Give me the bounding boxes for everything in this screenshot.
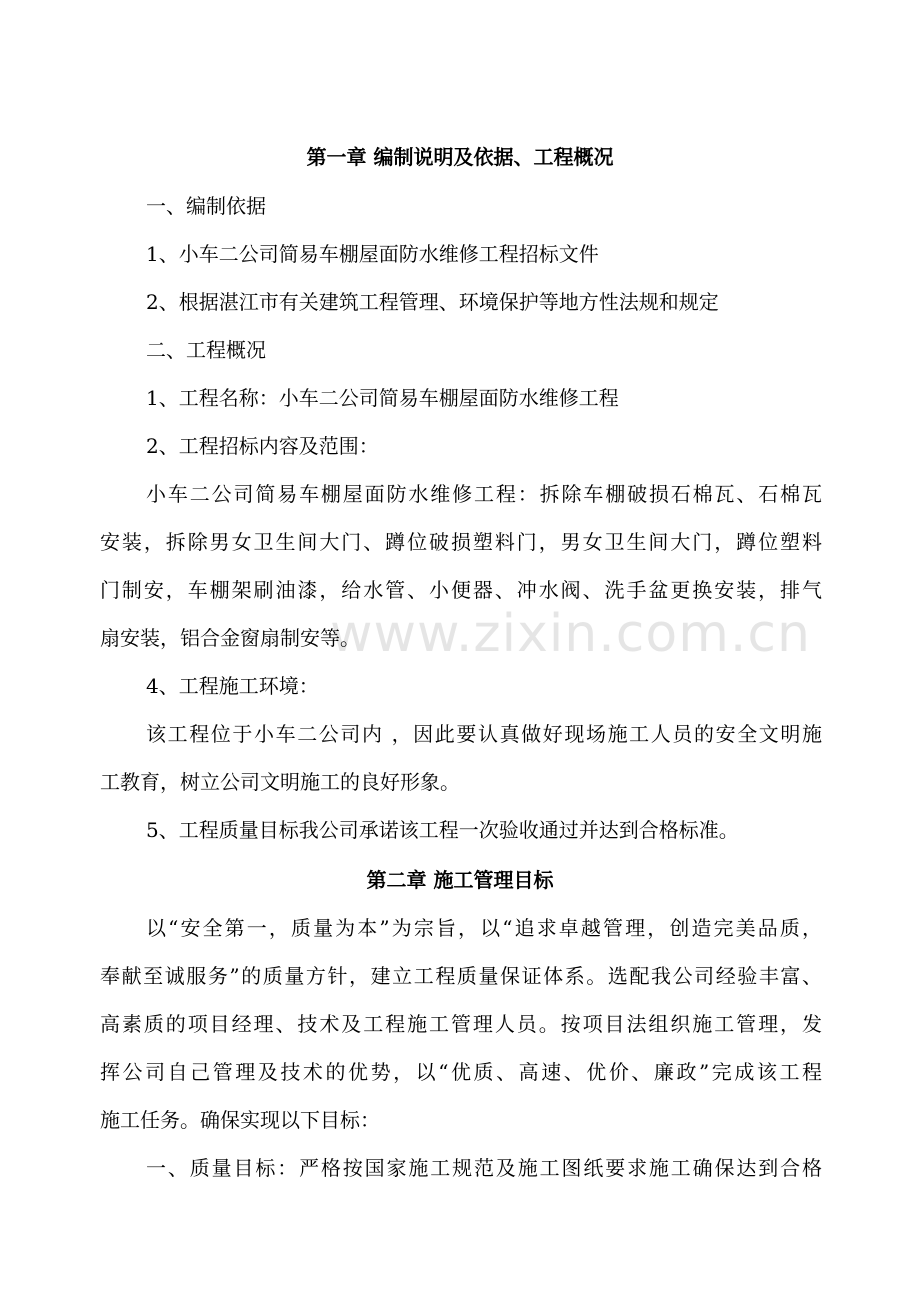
paragraph-line: 以“安全第一，质量为本”为宗旨，以“追求卓越管理，创造完美品质， xyxy=(146,916,822,940)
chapter-1-title: 第一章 编制说明及依据、工程概况 xyxy=(306,145,614,169)
list-item: 4、工程施工环境： xyxy=(146,674,319,698)
list-item: 2、工程招标内容及范围： xyxy=(146,434,379,458)
paragraph-line: 奉献至诚服务”的质量方针，建立工程质量保证体系。选配我公司经验丰富、 xyxy=(100,964,822,988)
paragraph-line: 扇安装，铝合金窗扇制安等。 xyxy=(100,626,360,650)
list-item: 2、根据湛江市有关建筑工程管理、环境保护等地方性法规和规定 xyxy=(146,290,719,314)
watermark: www.zixin.com.cn xyxy=(330,604,811,664)
chapter-2-title: 第二章 施工管理目标 xyxy=(366,868,554,892)
section-heading: 二、工程概况 xyxy=(146,338,266,362)
list-item: 1、小车二公司简易车棚屋面防水维修工程招标文件 xyxy=(146,242,599,266)
paragraph-line: 高素质的项目经理、技术及工程施工管理人员。按项目法组织施工管理，发 xyxy=(100,1012,822,1036)
list-item: 1、工程名称：小车二公司简易车棚屋面防水维修工程 xyxy=(146,386,619,410)
section-heading: 一、编制依据 xyxy=(146,194,266,218)
paragraph-line: 该工程位于小车二公司内 ，因此要认真做好现场施工人员的安全文明施 xyxy=(146,722,822,746)
list-item: 5、工程质量目标我公司承诺该工程一次验收通过并达到合格标准。 xyxy=(146,818,739,842)
paragraph-line: 一、质量目标：严格按国家施工规范及施工图纸要求施工确保达到合格 xyxy=(146,1156,822,1180)
paragraph-line: 施工任务。确保实现以下目标： xyxy=(100,1108,380,1132)
paragraph-line: 工教育，树立公司文明施工的良好形象。 xyxy=(100,770,460,794)
paragraph-line: 小车二公司简易车棚屋面防水维修工程：拆除车棚破损石棉瓦、石棉瓦 xyxy=(146,482,822,506)
paragraph-line: 门制安，车棚架刷油漆，给水管、小便器、冲水阀、洗手盆更换安装，排气 xyxy=(100,578,822,602)
paragraph-line: 挥公司自己管理及技术的优势，以“优质、高速、优价、廉政”完成该工程 xyxy=(100,1060,822,1084)
paragraph-line: 安装，拆除男女卫生间大门、蹲位破损塑料门，男女卫生间大门，蹲位塑料 xyxy=(100,530,822,554)
